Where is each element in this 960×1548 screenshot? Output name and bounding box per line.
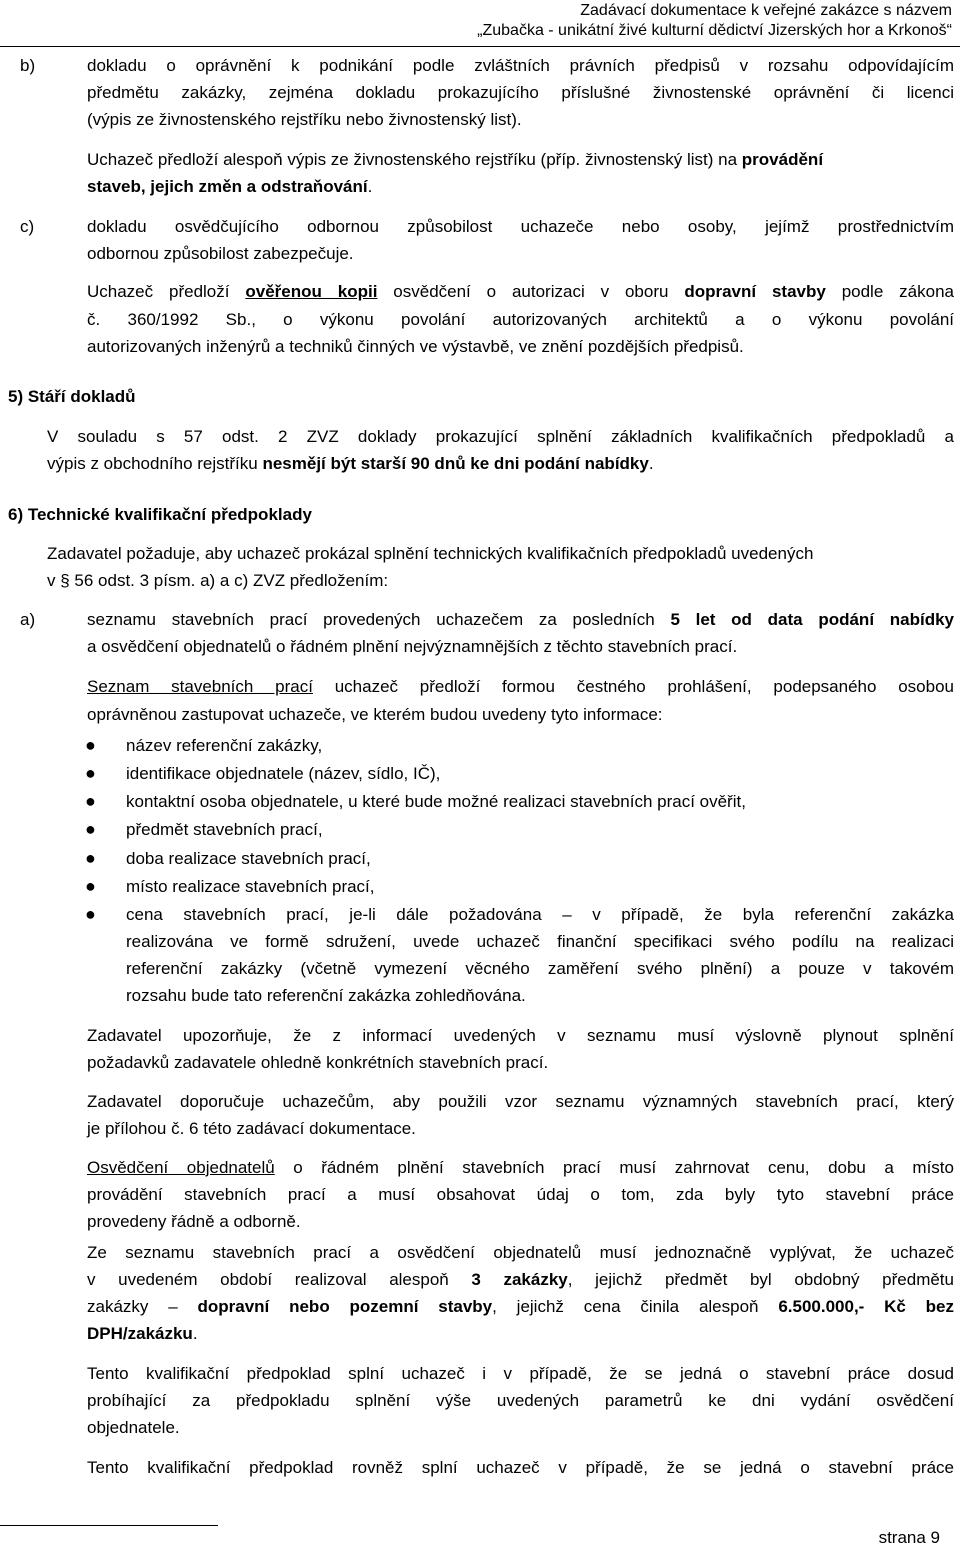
bullet-item-3: kontaktní osoba objednatele, u které bude možné realizaci stavebních prací ověřit, — [126, 792, 746, 811]
tento-line-1: Tento kvalifikační předpoklad splní uchazeč i v případě, že se jedná o stavební práce dosud — [87, 1364, 954, 1383]
item-c-note-line-2: č. 360/1992 Sb., o výkonu povolání autorizovaných architektů a o výkonu povolání — [87, 310, 954, 329]
item-b-line-1: dokladu o oprávnění k podnikání podle zvláštních právních předpisů v rozsahu odpovídajícím — [87, 56, 954, 75]
osvedceni-line-3: provedeny řádně a odborně. — [87, 1212, 301, 1231]
bullet-icon: ● — [85, 763, 96, 783]
bullet-icon: ● — [85, 904, 96, 924]
bullet-icon: ● — [85, 791, 96, 811]
header-divider — [0, 46, 960, 47]
item-c-line-1: dokladu osvědčujícího odbornou způsobilost uchazeče nebo osoby, jejímž prostřednictvím — [87, 217, 954, 236]
bullet-item-1: název referenční zakázky, — [126, 736, 323, 755]
osvedceni-line-1: Osvědčení objednatelů o řádném plnění stavebních prací musí zahrnovat cenu, dobu a místo — [87, 1158, 954, 1177]
page-number: strana 9 — [878, 1528, 940, 1547]
doporucuje-line-2: je přílohou č. 6 této zadávací dokumentace. — [87, 1119, 416, 1138]
bullet-icon: ● — [85, 735, 96, 755]
section-6-heading: 6) Technické kvalifikační předpoklady — [8, 505, 312, 524]
item-b-line-2: předmětu zakázky, zejména dokladu prokazujícího příslušné živnostenské oprávnění či licenci — [87, 83, 954, 102]
seznam-line-2: oprávněnou zastupovat uchazeče, ve kterém budou uvedeny tyto informace: — [87, 705, 663, 724]
footer-divider — [0, 1525, 218, 1526]
osvedceni-line-2: provádění stavebních prací a musí obsahovat údaj o tom, zda byly tyto stavební práce — [87, 1185, 954, 1204]
bullet-item-7-line-1: cena stavebních prací, je-li dále požadována – v případě, že byla referenční zakázka — [126, 905, 954, 924]
bullet-icon: ● — [85, 819, 96, 839]
bullet-item-4: předmět stavebních prací, — [126, 820, 323, 839]
ze-seznamu-line-4: DPH/zakázku. — [87, 1324, 198, 1343]
item-c-line-2: odbornou způsobilost zabezpečuje. — [87, 244, 354, 263]
bullet-item-2: identifikace objednatele (název, sídlo, IČ), — [126, 764, 441, 783]
bullet-item-7-line-3: referenční zakázky (včetně vymezení věcného zaměření svého plnění) a pouze v takovém — [126, 959, 954, 978]
page-header — [477, 1, 952, 41]
doporucuje-line-1: Zadavatel doporučuje uchazečům, aby použili vzor seznamu významných stavebních prací, který — [87, 1092, 954, 1111]
tento-rovnez-line-1: Tento kvalifikační předpoklad rovněž splní uchazeč v případě, že se jedná o stavební práce — [87, 1458, 954, 1477]
item-a-line-2: a osvědčení objednatelů o řádném plnění nejvýznamnějších z těchto stavebních prací. — [87, 637, 738, 656]
bullet-icon: ● — [85, 848, 96, 868]
item-b-line-3: (výpis ze živnostenského rejstříku nebo živnostenský list). — [87, 110, 522, 129]
ze-seznamu-line-3: zakázky – dopravní nebo pozemní stavby, jejichž cena činila alespoň 6.500.000,- Kč bez — [87, 1297, 955, 1316]
item-a-label: a) — [20, 610, 36, 629]
ze-seznamu-line-2: v uvedeném období realizoval alespoň 3 zakázky, jejichž předmět byl obdobný předmětu — [87, 1270, 954, 1289]
item-b-label: b) — [20, 56, 36, 75]
header-line-1: Zadávací dokumentace k veřejné zakázce s názvem — [580, 2, 952, 19]
seznam-line-1: Seznam stavebních prací uchazeč předloží formou čestného prohlášení, podepsaného osobou — [87, 677, 954, 696]
item-c-label: c) — [20, 217, 35, 236]
item-b-note-line-1: Uchazeč předloží alespoň výpis ze živnostenského rejstříku (příp. živnostenský list) na provádění — [87, 150, 824, 169]
section-6-intro-1: Zadavatel požaduje, aby uchazeč prokázal splnění technických kvalifikačních předpokladů uvedených — [47, 544, 814, 563]
tento-line-2: probíhající za předpokladu splnění výše uvedených parametrů ke dni vydání osvědčení — [87, 1391, 954, 1410]
bullet-item-6: místo realizace stavebních prací, — [126, 877, 375, 896]
section-6-intro-2: v § 56 odst. 3 písm. a) a c) ZVZ předložením: — [47, 571, 389, 590]
bullet-item-7-line-2: realizována ve formě sdružení, uvede uchazeč finanční specifikaci svého podílu na realizaci — [126, 932, 954, 951]
upozornuje-line-2: požadavků zadavatele ohledně konkrétních stavebních prací. — [87, 1053, 549, 1072]
item-b-note-line-2: staveb, jejich změn a odstraňování. — [87, 177, 373, 196]
section-5-line-2: výpis z obchodního rejstříku nesmějí být starší 90 dnů ke dni podání nabídky. — [47, 454, 654, 473]
bullet-item-7-line-4: rozsahu bude tato referenční zakázka zohledňována. — [126, 986, 526, 1005]
section-5-line-1: V souladu s 57 odst. 2 ZVZ doklady prokazující splnění základních kvalifikačních předpokladů a — [47, 427, 954, 446]
bullet-item-5: doba realizace stavebních prací, — [126, 849, 371, 868]
tento-line-3: objednatele. — [87, 1418, 180, 1437]
ze-seznamu-line-1: Ze seznamu stavebních prací a osvědčení objednatelů musí jednoznačně vyplývat, že uchazeč — [87, 1243, 954, 1262]
item-c-note-line-3: autorizovaných inženýrů a techniků činných ve výstavbě, ve znění pozdějších předpisů. — [87, 337, 744, 356]
item-c-note-line-1: Uchazeč předloží ověřenou kopii osvědčení o autorizaci v oboru dopravní stavby podle zákona — [87, 282, 954, 301]
header-line-2: „Zubačka - unikátní živé kulturní dědictví Jizerských hor a Krkonoš“ — [477, 22, 952, 39]
item-a-line-1: seznamu stavebních prací provedených uchazečem za posledních 5 let od data podání nabídky — [87, 610, 954, 629]
upozornuje-line-1: Zadavatel upozorňuje, že z informací uvedených v seznamu musí výslovně plynout splnění — [87, 1026, 954, 1045]
bullet-icon: ● — [85, 876, 96, 896]
section-5-heading: 5) Stáří dokladů — [8, 387, 136, 406]
